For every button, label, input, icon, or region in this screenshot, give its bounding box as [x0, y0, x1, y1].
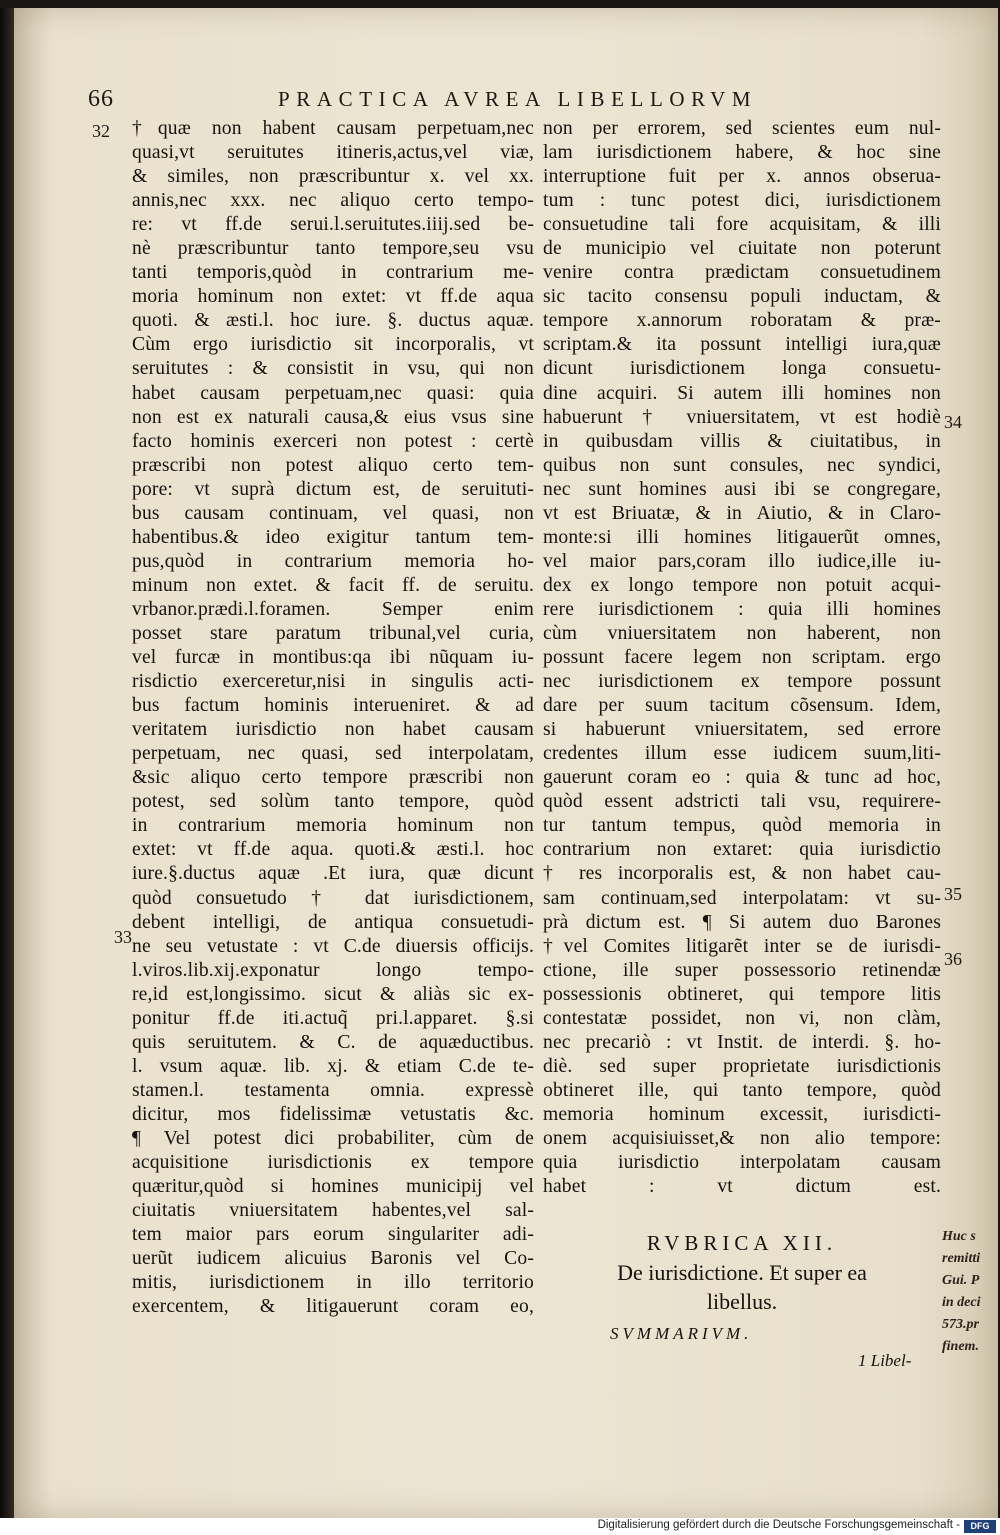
text-line: obtineret ille, qui tanto tempore, quòd — [543, 1079, 941, 1101]
text-line: moria hominum non extet: vt ff.de aqua — [132, 286, 534, 308]
margin-note-line: 573.pr — [942, 1317, 979, 1332]
text-line: uerũt iudicem alicuius Baronis vel Co- — [132, 1248, 534, 1270]
text-line: bus causam continuam, vel quasi, non — [132, 502, 534, 524]
text-line: memoria hominum excessit, iurisdicti- — [543, 1103, 941, 1125]
text-line: habentibus.& ideo exigitur tantum tem- — [132, 526, 534, 548]
marginal-number-32: 32 — [92, 121, 110, 141]
text-line: diè. sed super proprietate iurisdictionis — [543, 1055, 941, 1077]
rubric-heading — [543, 1228, 941, 1316]
text-line: non per errorem, sed scientes eum nul- — [543, 118, 941, 139]
text-line: scriptam.& ita possunt intelligi iura,quæ — [543, 334, 941, 356]
text-line: quæritur,quòd si homines municipij vel — [132, 1176, 534, 1198]
summarium-heading: SVMMARIVM. — [610, 1324, 753, 1343]
funding-credit: Digitalisierung gefördert durch die Deutsche Forschungsgemeinschaft - — [597, 1519, 960, 1531]
rubric-subtitle-line-1: De iurisdictione. Et super ea — [617, 1260, 867, 1285]
text-line: minum non extet. & facit ff. de seruitu. — [132, 574, 534, 596]
text-line: lam iurisdictionem habere, & hoc sine — [543, 142, 941, 164]
text-line: tum : tunc potest dici, iurisdictionem — [543, 190, 941, 212]
text-line: re: vt ff.de serui.l.seruitutes.iiij.sed be- — [132, 214, 534, 236]
text-line: &sic aliquo certo tempore præscribi non — [132, 767, 534, 789]
text-line: acquisitione iurisdictionis ex tempore — [132, 1152, 534, 1174]
text-line: in contrarium memoria hominum non — [132, 815, 534, 837]
left-text-column — [132, 117, 534, 1319]
text-line: risdictio exerceretur,nisi in singulis acti- — [132, 671, 534, 693]
text-line: quis seruitutem. & C. de aquæductibus. — [132, 1031, 534, 1053]
text-line: interruptione fuit per x. annos obserua- — [543, 166, 941, 188]
text-line: rere iurisdictionem : quia illi homines — [543, 598, 941, 620]
text-line: ¶ Vel potest dici probabiliter, cùm de — [132, 1127, 534, 1149]
text-line: possunt facere legem non scriptam. ergo — [543, 647, 941, 669]
text-line: nè præscribuntur tanto tempore,seu vsu — [132, 238, 534, 260]
text-line: vt est Briuatæ, & in Aiutio, & in Claro- — [543, 502, 941, 524]
text-line: exercentem, & litigauerunt coram eo, — [132, 1296, 534, 1318]
text-line: tempore x.annorum roboratam & præ- — [543, 310, 941, 332]
margin-note-line: Gui. P — [942, 1273, 980, 1288]
text-line: nec sunt homines ausi ibi se congregare, — [543, 478, 941, 500]
text-line: gauerunt coram eo : quia & tunc ad hoc, — [543, 767, 941, 789]
text-line: †quæ non habent causam perpetuam,nec — [132, 118, 534, 139]
text-line: quibus non sunt consules, nec syndici, — [543, 454, 941, 476]
margin-note-line: Huc s — [942, 1229, 976, 1244]
text-line: vel maior pars,coram illo iudice,ille iu- — [543, 550, 941, 572]
margin-note-line: finem. — [942, 1339, 979, 1354]
marginal-number-34: 34 — [944, 412, 962, 432]
text-line: venire contra prædictam consuetudinem — [543, 262, 941, 284]
text-line: habet : vt dictum est. — [543, 1176, 941, 1198]
text-line: veritatem iurisdictio non habet causam — [132, 719, 534, 741]
marginal-number-35: 35 — [944, 884, 962, 904]
text-line: l. vsum aquæ. lib. xj. & etiam C.de te- — [132, 1055, 534, 1077]
margin-note-line: in deci — [942, 1295, 981, 1310]
text-line: dicunt iurisdictionem longa consuetu- — [543, 358, 941, 380]
text-line: ciuitatis vniuersitatem habentes,vel sal- — [132, 1200, 534, 1222]
text-line: contrarium non extaret: quia iurisdictio — [543, 839, 941, 861]
text-line: non est ex naturali causa,& eius vsus sine — [132, 406, 534, 428]
right-text-column — [543, 117, 941, 1199]
text-line: annis,nec xxx. nec aliquo certo tempo- — [132, 190, 534, 212]
text-line: perpetuam, nec quasi, sed interpolatam, — [132, 743, 534, 765]
text-line: monte:si illi homines litigauerũt omnes, — [543, 526, 941, 548]
margin-note — [942, 1226, 1000, 1358]
text-line: seruitutes : & consistit in vsu, qui non — [132, 358, 534, 380]
text-line: dicitur, mos fidelissimæ vetustatis &c. — [132, 1103, 534, 1125]
rubric-title: RVBRICA XII. — [646, 1231, 838, 1255]
text-line: & similes, non præscribuntur x. vel xx. — [132, 166, 534, 188]
text-line: tanti temporis,quòd in contrarium me- — [132, 262, 534, 284]
text-line: onem acquisiuisset,& non alio tempore: — [543, 1127, 941, 1149]
text-line: ponitur ff.de iti.actuq̃ pri.l.apparet. §.si — [132, 1007, 534, 1029]
text-line: stamen.l. testamenta omnia. expressè — [132, 1079, 534, 1101]
text-line: vel furcæ in montibus:qa ibi nũquam iu- — [132, 647, 534, 669]
text-line: præscribi non potest aliquo certo tem- — [132, 454, 534, 476]
text-line: posset stare paratum tribunal,vel curia, — [132, 622, 534, 644]
text-line: contestatæ possidet, non vi, non clàm, — [543, 1007, 941, 1029]
text-line: habuerunt † vniuersitatem, vt est hodiè — [543, 406, 941, 428]
text-line: si habuerunt vniuersitatem, sed errore — [543, 719, 941, 741]
rubric-subtitle-line-2: libellus. — [706, 1289, 778, 1314]
text-line: †vel Comites litigarẽt inter se de iurisdi- — [543, 935, 941, 957]
text-line: nec precariò : vt Instit. de interdi. §. ho- — [543, 1031, 941, 1053]
text-line: extet: vt ff.de aqua. quoti.& æsti.l. hoc — [132, 839, 534, 861]
text-line: debent intelligi, de antiqua consuetudi- — [132, 911, 534, 933]
text-line: l.viros.lib.xij.exponatur longo tempo- — [132, 959, 534, 981]
text-line: potest, sed solùm tanto tempore, quòd — [132, 791, 534, 813]
text-line: pus,quòd in contrarium memoria ho- — [132, 550, 534, 572]
text-line: ctione, ille super possessorio retinendæ — [543, 959, 941, 981]
dfg-logo: DFG — [964, 1520, 996, 1533]
running-head — [0, 86, 1000, 116]
text-line: vrbanor.prædi.l.foramen. Semper enim — [132, 598, 534, 620]
marginal-number-36: 36 — [944, 949, 962, 969]
text-line: quòd essent adstricti tali vsu, requirere- — [543, 791, 941, 813]
text-line: facto hominis exerceri non potest : certè — [132, 430, 534, 452]
text-line: mitis, iurisdictionem in illo territorio — [132, 1272, 534, 1294]
text-line: quoti. & æsti.l. hoc iure. §. ductus aquæ. — [132, 310, 534, 332]
summary-first-item: 1 Libel- — [858, 1351, 912, 1370]
text-line: tur tantum tempus, quòd memoria in — [543, 815, 941, 837]
text-line: credentes illum esse iudicem suum,liti- — [543, 743, 941, 765]
text-line: quasi,vt seruitutes itineris,actus,vel viæ, — [132, 142, 534, 164]
text-line: habet causam perpetuam,nec quasi: quia — [132, 382, 534, 404]
marginal-number-33: 33 — [114, 927, 132, 947]
text-line: dex ex longo tempore non potuit acqui- — [543, 574, 941, 596]
text-line: dine acquiri. Si autem illi homines non — [543, 382, 941, 404]
text-line: iure.§.ductus aquæ .Et iura, quæ dicunt — [132, 863, 534, 885]
text-line: prà dictum est. ¶ Si autem duo Barones — [543, 911, 941, 933]
text-line: dare per suum tacitum cõsensum. Idem, — [543, 695, 941, 717]
text-line: pore: vt suprà dictum est, de seruituti- — [132, 478, 534, 500]
text-line: in quibusdam villis & ciuitatibus, in — [543, 430, 941, 452]
text-line: sam continuam,sed interpolatam: vt su- — [543, 887, 941, 909]
text-line: consuetudine tali fore acquisitam, & illi — [543, 214, 941, 236]
digitization-footer — [0, 1518, 1000, 1535]
text-line: sic tacito consensu populi inductam, & — [543, 286, 941, 308]
text-line: ne seu vetustate : vt C.de diuersis officijs. — [132, 935, 534, 957]
text-line: nec iurisdictionem ex tempore possunt — [543, 671, 941, 693]
text-line: possessionis obtineret, qui tempore litis — [543, 983, 941, 1005]
text-line: quia iurisdictio interpolatam causam — [543, 1152, 941, 1174]
page-number: 66 — [88, 86, 114, 112]
margin-note-line: remitti — [942, 1251, 981, 1266]
text-line: bus factum hominis interueniret. & ad — [132, 695, 534, 717]
text-line: cùm vniuersitatem non haberent, non — [543, 622, 941, 644]
text-line: Cùm ergo iurisdictio sit incorporalis, vt — [132, 334, 534, 356]
running-title: PRACTICA AVREA LIBELLORVM — [278, 87, 758, 111]
text-line: de municipio vel ciuitate non poterunt — [543, 238, 941, 260]
text-line: re,id est,longissimo. sicut & aliàs sic ex- — [132, 983, 534, 1005]
text-line: † res incorporalis est, & non habet cau- — [543, 863, 941, 885]
text-line: tem maior pars eorum singulariter adi- — [132, 1224, 534, 1246]
text-line: quòd consuetudo † dat iurisdictionem, — [132, 887, 534, 909]
